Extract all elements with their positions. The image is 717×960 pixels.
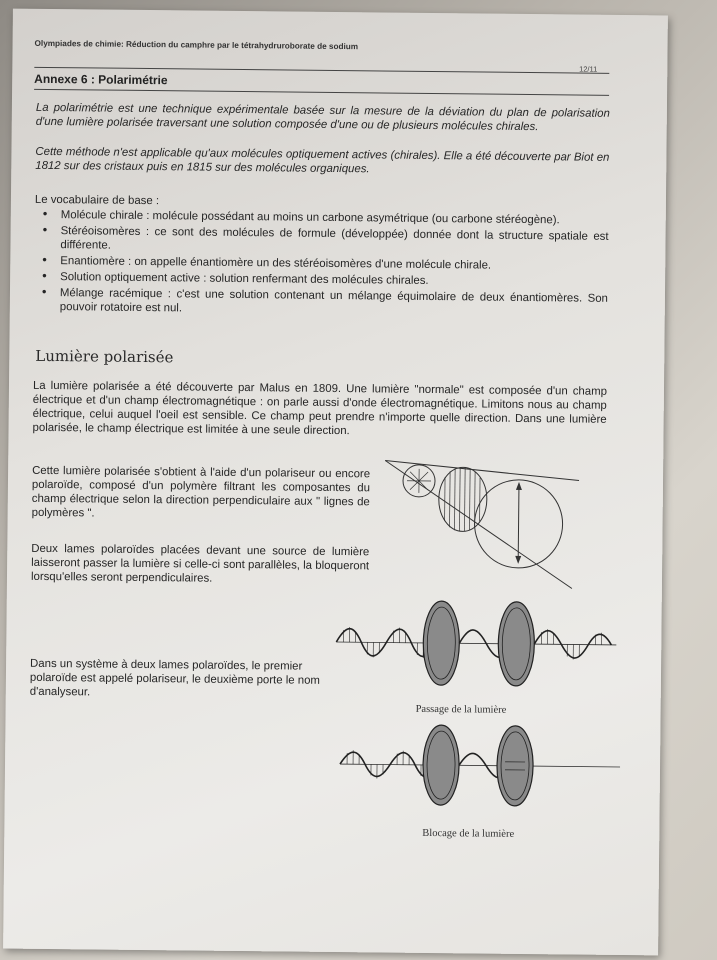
polarised-paragraph-3: Deux lames polaroïdes placées devant une source de lumière laisseront passer la lumière si celle-ci sont parallèles, la bloqueront lorsqu'elles seront perpendiculaires. <box>30 542 370 585</box>
caption-pass: Passage de la lumière <box>415 703 507 716</box>
vocab-item: • Stéréoisomères : ce sont des molécules de formule (développée) donnée dont la structure spatiale est différente. <box>34 224 608 258</box>
vocab-item: • Molécule chirale : molécule possédant au moins un carbone asymétrique (ou carbone stéréogène). <box>35 208 609 228</box>
document-header: Olympiades de chimie: Réduction du camphre par le tétrahydruroborate de sodium <box>34 38 359 52</box>
polarised-paragraph-2: Cette lumière polarisée s'obtient à l'aide d'un polariseur ou encore polaroïde, composé d'un polymère filtrant les composantes du champ électrique selon la direction perpendiculaire aux " lignes de polymères ". <box>31 464 371 520</box>
polaroid-pass-diagram <box>331 594 622 707</box>
page-number: 12/11 <box>579 64 598 74</box>
annexe-title: Annexe 6 : Polarimétrie <box>34 67 609 96</box>
intro-paragraph-1: La polarimétrie est une technique expérimentale basée sur la mesure de la déviation du plan de polarisation d'une lumière polarisée traversant une solution composée d'une ou de plusieurs molécules chirales. <box>35 101 610 134</box>
vocab-heading: Le vocabulaire de base : <box>34 193 160 208</box>
polarised-paragraph-4: Dans un système à deux lames polaroïdes, le premier polaroïde est appelé polariseur, le deuxième porte le nom d'analyseur. <box>29 657 320 699</box>
vocab-item: • Mélange racémique : c'est une solution contenant un mélange équimolaire de deux énantiomères. Son pouvoir rotatoire est nul. <box>34 286 608 320</box>
document-page <box>3 9 668 956</box>
polarised-paragraph-1: La lumière polarisée a été découverte par Malus en 1809. Une lumière "normale" est composée d'un champ électrique et d'un champ électromagnétique : on parle aussi d'onde électromagnétique. Limitons nous au champ électrique, celui auquel l'oeil est sensible. Ce champ peut prendre n'importe quelle direction. Dans une lumière polarisée, le champ électrique est limitée à une seule direction. <box>32 379 608 438</box>
vocab-item: • Enantiomère : on appelle énantiomère un des stéréoisomères d'une molécule chirale. <box>34 254 608 274</box>
intro-paragraph-2: Cette méthode n'est applicable qu'aux molécules optiquement actives (chirales). Elle a été découverte par Biot en 1812 sur des cristaux puis en 1815 sur des molécules organiques. <box>35 145 610 176</box>
vocab-item: • Solution optiquement active : solution renfermant des molécules chirales. <box>34 270 608 290</box>
vocab-list <box>34 208 609 322</box>
polarizer-diagram <box>382 454 583 596</box>
section-title: Lumière polarisée <box>35 346 174 367</box>
caption-block: Blocage de la lumière <box>422 827 515 840</box>
polaroid-block-diagram <box>334 720 625 823</box>
